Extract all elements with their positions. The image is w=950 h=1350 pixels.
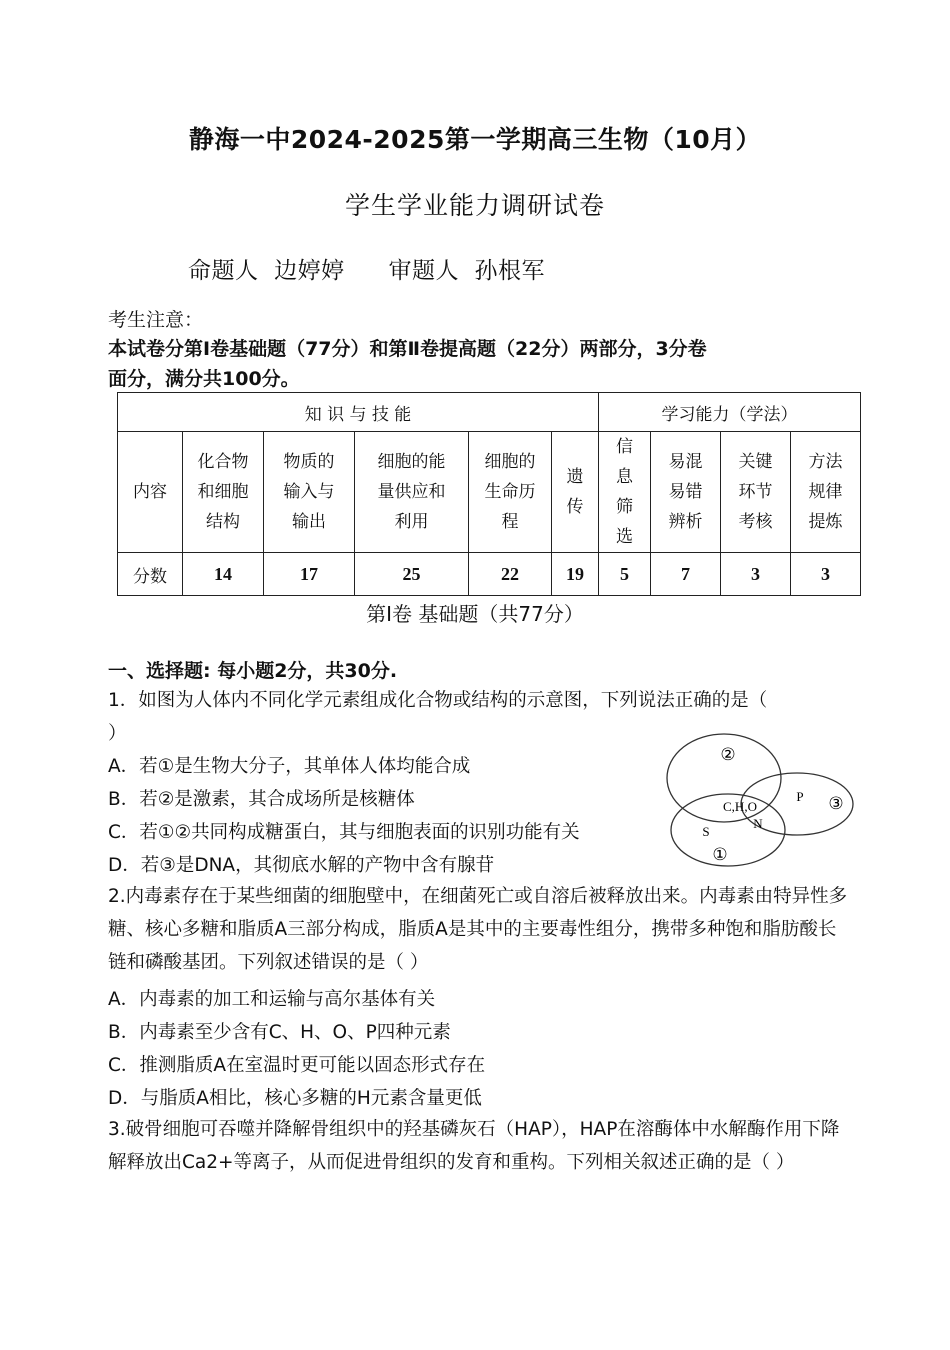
notice-label: 考生注意： — [108, 309, 204, 331]
section-title: 第Ⅰ卷 基础题（共77分） — [366, 602, 584, 626]
q2-option-b: B．内毒素至少含有C、H、O、P四种元素 — [108, 1022, 451, 1043]
col-header — [651, 432, 721, 553]
score-cell: 25 — [355, 553, 469, 596]
q2-stem: 2.内毒素存在于某些细菌的细胞壁中，在细菌死亡或自溶后被释放出来。内毒素由特异性多糖、核心多糖和脂质A三部分构成，脂质A是其中的主要毒性组分，携带多种饱和脂肪酸长链和磷酸基团。下列叙述错误的是（ ） — [108, 886, 848, 973]
col-name: 细胞的生命历程 — [484, 452, 536, 532]
q1-option-d: D．若③是DNA，其彻底水解的产物中含有腺苷 — [108, 855, 495, 876]
score-table — [117, 392, 861, 596]
score-cell: 3 — [791, 553, 861, 596]
col-header — [599, 432, 651, 553]
col-header — [183, 432, 264, 553]
label-1: ① — [712, 845, 728, 865]
author-reviewer: 审题人 孙根军 — [388, 258, 546, 284]
notice-body — [108, 334, 853, 394]
label-n: N — [753, 816, 763, 831]
notice-line-2: 面分，满分共100分。 — [108, 368, 300, 390]
authors — [188, 252, 559, 285]
col-name: 遗传 — [566, 467, 584, 517]
col-name: 信息筛选 — [616, 437, 633, 547]
q1-option-a: A．若①是生物大分子，其单体人体均能合成 — [108, 756, 471, 777]
col-name: 方法规律提炼 — [808, 452, 843, 532]
col-name: 细胞的能量供应和利用 — [377, 452, 446, 532]
label-3: ③ — [828, 794, 844, 814]
score-cell: 5 — [599, 553, 651, 596]
score-cell: 14 — [183, 553, 264, 596]
col-header — [264, 432, 355, 553]
q1-stem-line1: 1．如图为人体内不同化学元素组成化合物或结构的示意图，下列说法正确的是（ — [108, 690, 768, 711]
score-cell: 19 — [552, 553, 599, 596]
row-label-content: 内容 — [118, 432, 183, 553]
venn-diagram — [664, 732, 864, 872]
notice-line-1: 本试卷分第Ⅰ卷基础题（77分）和第Ⅱ卷提高题（22分）两部分，3分卷 — [108, 338, 707, 360]
col-name: 物质的输入与输出 — [283, 452, 335, 532]
row-label-score: 分数 — [118, 553, 183, 596]
col-header — [355, 432, 469, 553]
col-header — [469, 432, 552, 553]
q1-stem-line2: ） — [108, 723, 127, 744]
score-cell: 22 — [469, 553, 552, 596]
author-setter: 命题人 边婷婷 — [188, 258, 345, 284]
col-name: 关键环节考核 — [738, 452, 773, 532]
group-knowledge: 知 识 与 技 能 — [118, 393, 599, 432]
q1-option-b: B．若②是激素，其合成场所是核糖体 — [108, 789, 415, 810]
col-header — [552, 432, 599, 553]
col-header — [791, 432, 861, 553]
exam-title: 静海一中2024-2025第一学期高三生物（10月） — [188, 125, 762, 154]
label-2: ② — [720, 745, 736, 765]
col-header — [721, 432, 791, 553]
group-ability: 学习能力（学法） — [599, 393, 861, 432]
q2-option-d: D．与脂质A相比，核心多糖的H元素含量更低 — [108, 1088, 482, 1109]
score-cell: 17 — [264, 553, 355, 596]
q1-option-c: C．若①②共同构成糖蛋白，其与细胞表面的识别功能有关 — [108, 822, 580, 843]
part-heading: 一、选择题: 每小题2分，共30分. — [108, 660, 398, 682]
col-name: 化合物和细胞结构 — [197, 452, 249, 532]
col-name: 易混易错辨析 — [668, 452, 703, 532]
label-p: P — [796, 789, 804, 804]
score-cell: 3 — [721, 553, 791, 596]
q2-option-c: C．推测脂质A在室温时更可能以固态形式存在 — [108, 1055, 486, 1076]
label-cho: C,H,O — [723, 799, 757, 814]
q3-stem: 3.破骨细胞可吞噬并降解骨组织中的羟基磷灰石（HAP），HAP在溶酶体中水解酶作用下降解释放出Ca2+等离子，从而促进骨组织的发育和重构。下列相关叙述正确的是（ ） — [108, 1119, 840, 1173]
score-cell: 7 — [651, 553, 721, 596]
label-s: S — [702, 824, 710, 839]
exam-subtitle: 学生学业能力调研试卷 — [344, 191, 605, 220]
q2-option-a: A．内毒素的加工和运输与高尔基体有关 — [108, 989, 436, 1010]
